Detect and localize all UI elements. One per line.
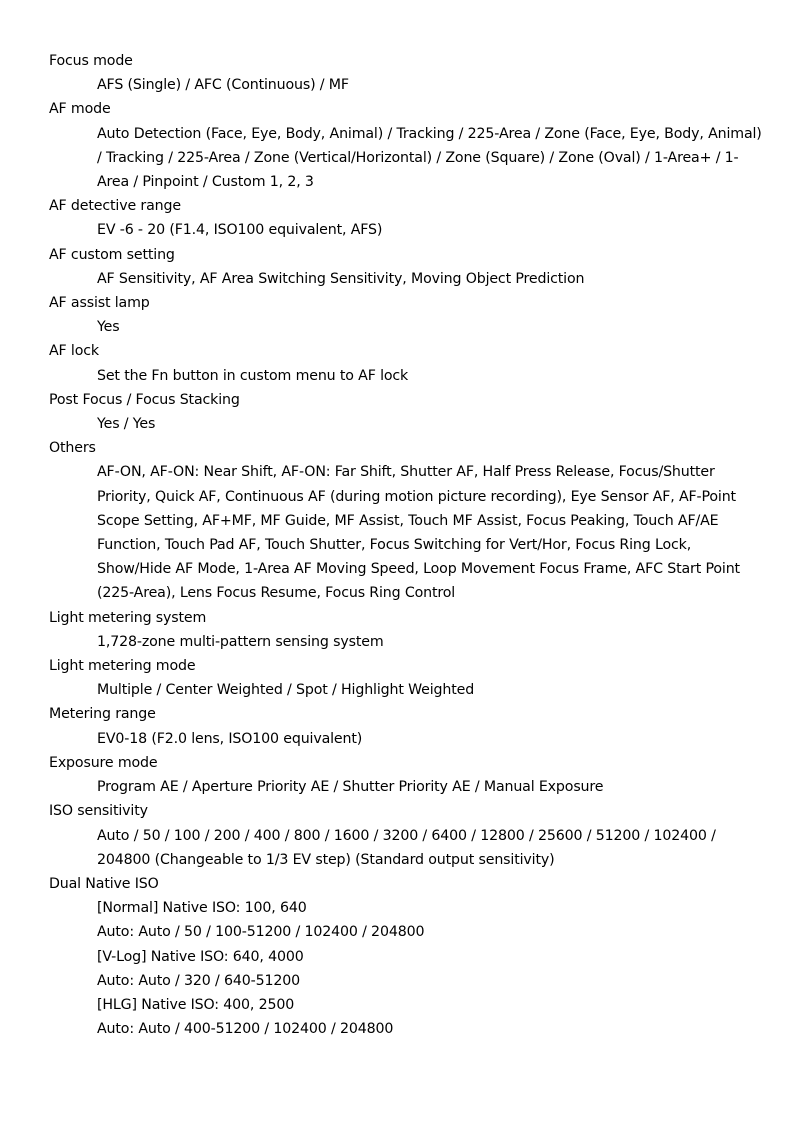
spec-af-detective-range (0, 194, 800, 242)
spec-value: [HLG] Native ISO: 400, 2500 (97, 996, 295, 1013)
spec-label: AF lock (49, 343, 99, 360)
spec-value: Yes (97, 319, 120, 336)
spec-label: AF detective range (49, 198, 181, 215)
spec-value: 1,728-zone multi-pattern sensing system (97, 633, 384, 650)
spec-value: EV -6 - 20 (F1.4, ISO100 equivalent, AFS) (97, 222, 383, 239)
spec-label: Post Focus / Focus Stacking (49, 391, 240, 408)
spec-focus-mode (0, 49, 800, 97)
spec-value: Auto: Auto / 320 / 640-51200 (97, 972, 300, 989)
spec-value: AFS (Single) / AFC (Continuous) / MF (97, 77, 349, 94)
spec-label: Exposure mode (49, 754, 158, 771)
spec-value: EV0-18 (F2.0 lens, ISO100 equivalent) (97, 730, 363, 747)
spec-label: Light metering mode (49, 658, 196, 675)
spec-label: AF assist lamp (49, 295, 150, 312)
spec-label: Light metering system (49, 609, 207, 626)
spec-value: AF-ON, AF-ON: Near Shift, AF-ON: Far Shift, Shutter AF, Half Press Release, Focus/Shutter Priority, Quick AF, Continuous AF (during motion picture recording), Eye Sensor AF, AF-Point Scope Setting, AF+MF, MF Guide, MF Assist, Touch MF Assist, Focus Peaking, Touch AF/AE Function, Touch Pad AF, Touch Shutter, Focus Switching for Vert/Hor, Focus Ring Lock, Show/Hide AF Mode, 1-Area AF Moving Speed, Loop Movement Focus Frame, AFC Start Point (225-Area), Lens Focus Resume, Focus Ring Control (97, 464, 740, 602)
spec-label: Others (49, 440, 96, 457)
spec-value: Auto / 50 / 100 / 200 / 400 / 800 / 1600 / 3200 / 6400 / 12800 / 25600 / 51200 / 102400 / 204800 (Changeable to 1/3 EV step) (Standard output sensitivity) (97, 827, 716, 868)
spec-others (0, 436, 800, 605)
spec-af-assist-lamp (0, 291, 800, 339)
spec-value: AF Sensitivity, AF Area Switching Sensitivity, Moving Object Prediction (97, 270, 585, 287)
spec-value: Auto: Auto / 400-51200 / 102400 / 204800 (97, 1021, 394, 1038)
spec-value: Auto Detection (Face, Eye, Body, Animal) / Tracking / 225-Area / Zone (Face, Eye, Body, Animal) / Tracking / 225-Area / Zone (Vertical/Horizontal) / Zone (Square) / Zone (Oval) / 1-Area+ / 1-Area / Pinpoint / Custom 1, 2, 3 (97, 125, 762, 191)
spec-post-focus (0, 388, 800, 436)
spec-value: Yes / Yes (97, 416, 156, 433)
spec-af-custom-setting (0, 243, 800, 291)
spec-value: Program AE / Aperture Priority AE / Shutter Priority AE / Manual Exposure (97, 779, 604, 796)
spec-af-mode (0, 97, 800, 194)
spec-iso-sensitivity (0, 799, 800, 872)
spec-value: Auto: Auto / 50 / 100-51200 / 102400 / 204800 (97, 924, 425, 941)
spec-light-metering-mode (0, 654, 800, 702)
spec-light-metering-system (0, 606, 800, 654)
spec-dual-native-iso (0, 872, 800, 1041)
spec-label: Focus mode (49, 53, 133, 69)
spec-value: Multiple / Center Weighted / Spot / Highlight Weighted (97, 682, 475, 699)
spec-exposure-mode (0, 751, 800, 799)
spec-metering-range (0, 702, 800, 750)
spec-label: AF custom setting (49, 246, 175, 263)
spec-af-lock (0, 339, 800, 387)
spec-label: Metering range (49, 706, 156, 723)
spec-value: [V-Log] Native ISO: 640, 4000 (97, 948, 304, 965)
spec-label: AF mode (49, 101, 111, 118)
spec-label: ISO sensitivity (49, 803, 148, 820)
spec-value: Set the Fn button in custom menu to AF lock (97, 367, 409, 384)
spec-label: Dual Native ISO (49, 875, 159, 892)
spec-value: [Normal] Native ISO: 100, 640 (97, 900, 307, 917)
